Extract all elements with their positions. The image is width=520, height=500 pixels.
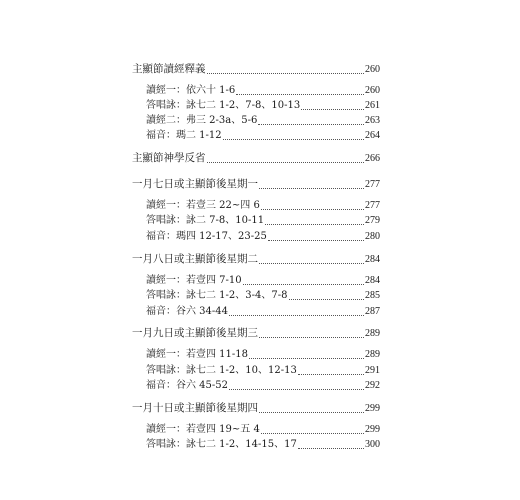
toc-entry-title: 答唱詠：詠七二 1-2、14-15、17 (146, 439, 297, 450)
toc-entry[interactable] (146, 99, 380, 113)
toc-page-number: 287 (365, 306, 380, 317)
toc-page-number: 291 (365, 365, 380, 376)
leader-dots (258, 123, 364, 125)
leader-dots (236, 93, 364, 95)
toc-heading[interactable] (132, 326, 380, 341)
leader-dots (249, 357, 364, 359)
leader-dots (259, 262, 364, 264)
toc-entry-title: 一月九日或主顯節後星期三 (132, 327, 258, 339)
toc-heading[interactable] (132, 401, 380, 416)
toc-entry-title: 福音：瑪四 12-17、23-25 (146, 231, 267, 242)
toc-entry[interactable] (146, 289, 380, 303)
leader-dots (259, 187, 364, 189)
toc-entry[interactable] (146, 114, 380, 128)
leader-dots (259, 336, 364, 338)
toc-page-number: 300 (365, 439, 380, 450)
toc-entry[interactable] (146, 129, 380, 143)
toc-page-number: 285 (365, 290, 380, 301)
toc-page-number: 264 (365, 130, 380, 141)
toc-heading[interactable] (132, 252, 380, 267)
leader-dots (265, 223, 364, 225)
leader-dots (229, 388, 364, 390)
toc-page-number: 292 (365, 380, 380, 391)
toc-entry-title: 主顯節神學反省 (132, 152, 206, 164)
toc-entry[interactable] (146, 274, 380, 288)
toc-entry[interactable] (146, 199, 380, 213)
toc-entry-title: 一月七日或主顯節後星期一 (132, 178, 258, 190)
toc-entry-title: 一月八日或主顯節後星期二 (132, 253, 258, 265)
leader-dots (207, 72, 365, 74)
toc-entry-title: 讀經一：依六十 1-6 (146, 85, 236, 96)
toc-page-number: 260 (365, 64, 380, 75)
leader-dots (298, 373, 364, 375)
toc-heading[interactable] (132, 62, 380, 77)
toc-entry-title: 福音：谷六 45-52 (146, 380, 229, 391)
toc-entry-title: 答唱詠：詠二 7-8、10-11 (146, 215, 265, 226)
toc-entry[interactable] (146, 379, 380, 393)
toc-entry[interactable] (146, 438, 380, 452)
leader-dots (289, 298, 365, 300)
toc-entry-title: 答唱詠：詠七二 1-2、10、12-13 (146, 365, 297, 376)
toc-entry-title: 讀經一：若壹四 11-18 (146, 349, 249, 360)
toc-page-number: 299 (365, 403, 380, 414)
toc-page-number: 277 (365, 200, 380, 211)
toc-page-number: 263 (365, 115, 380, 126)
toc-entry-title: 讀經一：若壹四 19~五 4 (146, 424, 260, 435)
toc-entry-title: 主顯節讀經釋義 (132, 63, 206, 75)
toc-entry[interactable] (146, 84, 380, 98)
toc-entry[interactable] (146, 230, 380, 244)
toc-page-number: 266 (365, 153, 380, 164)
leader-dots (301, 108, 364, 110)
toc-entry[interactable] (146, 423, 380, 437)
leader-dots (268, 239, 364, 241)
toc-entry-title: 一月十日或主顯節後星期四 (132, 402, 258, 414)
toc-page-number: 277 (365, 179, 380, 190)
toc-page-number: 279 (365, 215, 380, 226)
leader-dots (229, 314, 364, 316)
toc-page-number: 260 (365, 85, 380, 96)
toc-page-number: 289 (365, 349, 380, 360)
toc-entry[interactable] (146, 348, 380, 362)
toc-entry-title: 福音：谷六 34-44 (146, 306, 229, 317)
leader-dots (298, 447, 364, 449)
leader-dots (243, 283, 364, 285)
toc-entry[interactable] (146, 214, 380, 228)
toc-page-number: 299 (365, 424, 380, 435)
toc-entry-title: 答唱詠：詠七二 1-2、3-4、7-8 (146, 290, 288, 301)
toc-entry-title: 答唱詠：詠七二 1-2、7-8、10-13 (146, 100, 301, 111)
toc-page-number: 261 (365, 100, 380, 111)
toc-page-number: 280 (365, 231, 380, 242)
leader-dots (259, 411, 364, 413)
toc-entry-title: 讀經二：弗三 2-3a、5-6 (146, 115, 258, 126)
toc-entry[interactable] (146, 364, 380, 378)
toc-entry-title: 讀經一：若壹四 7-10 (146, 275, 242, 286)
leader-dots (261, 432, 364, 434)
toc-page-number: 284 (365, 254, 380, 265)
toc-entry-title: 讀經一：若壹三 22~四 6 (146, 200, 260, 211)
toc-page-number: 289 (365, 328, 380, 339)
leader-dots (261, 208, 364, 210)
toc-page-number: 284 (365, 275, 380, 286)
toc-entry-title: 福音：瑪二 1-12 (146, 130, 222, 141)
toc-heading[interactable] (132, 151, 380, 166)
toc-entry[interactable] (146, 305, 380, 319)
toc-heading[interactable] (132, 177, 380, 192)
leader-dots (207, 161, 365, 163)
leader-dots (223, 138, 364, 140)
